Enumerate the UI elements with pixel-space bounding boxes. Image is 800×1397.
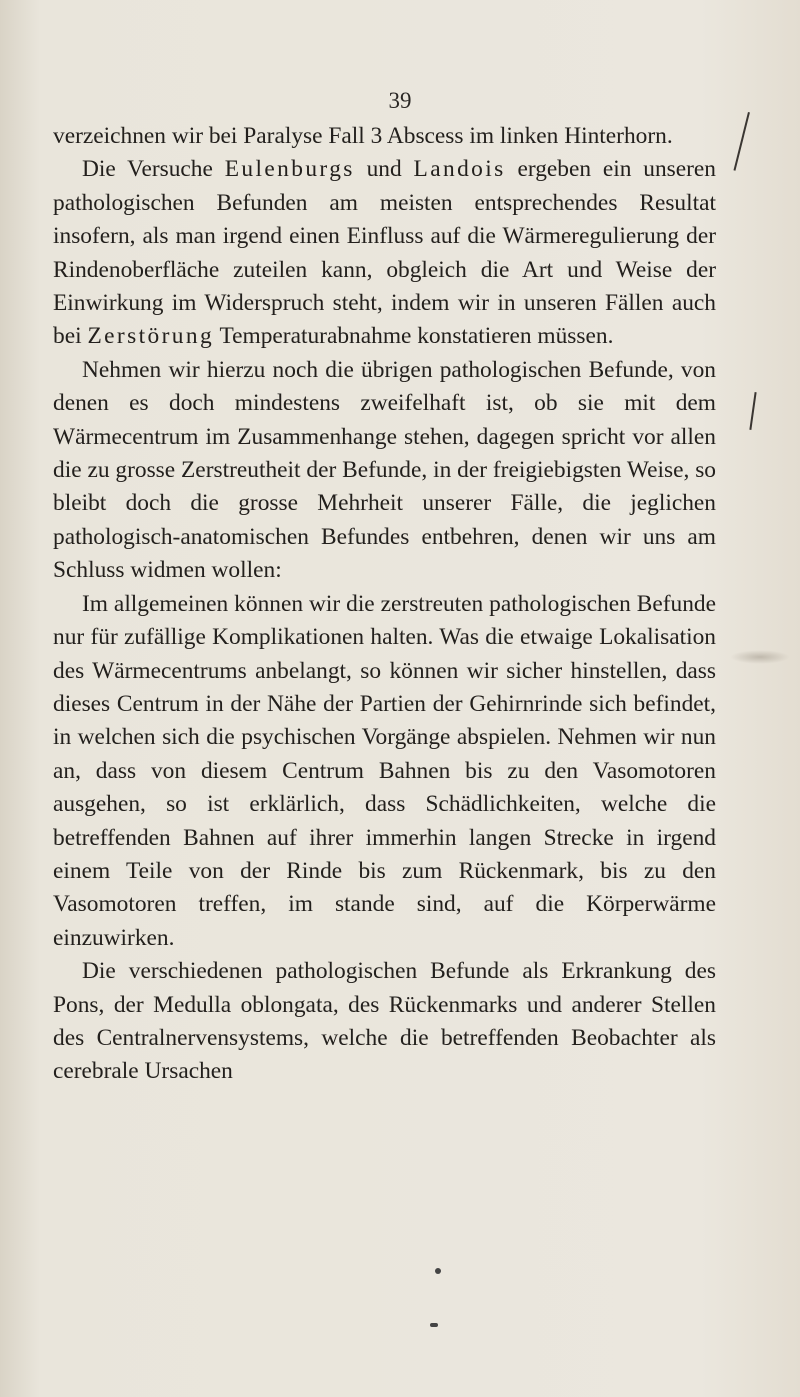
paragraph-5: Die verschiedenen pathologischen Befunde als Erkrankung des Pons, der Medulla oblongata, des Rückenmarks und anderer Stellen des Centralnervensystems, welche die betreffenden Beobachter als cerebrale Ursachen xyxy=(53,958,716,1085)
paragraph-4: Im allgemeinen können wir die zerstreuten pathologischen Befunde nur für zufällige Komplikationen halten. Was die etwaige Lokalisation des Wärmecentrums anbelangt, so können wir sicher hinstellen, dass dieses Centrum in der Nähe der Partien der Gehirnrinde sich befindet, in welchen sich die psychischen Vorgänge abspielen. Nehmen wir nun an, dass von diesem Centrum Bahnen bis zu den Vasomotoren ausgehen, so ist erklärlich, dass Schädlichkeiten, welche die betreffenden Bahnen auf ihrer immerhin langen Strecke in irgend einem Teile von der Rinde bis zum Rückenmark, bis zu den Vasomotoren treffen, im stande sind, auf die Körperwärme einzuwirken. xyxy=(53,590,716,951)
author-name-eulenburg: Eulenburgs xyxy=(224,156,355,183)
margin-pencil-mark xyxy=(733,112,749,171)
paragraph-2-tail: Temperaturabnahme konstatieren müssen. xyxy=(214,323,614,350)
paragraph-3: Nehmen wir hierzu noch die übrigen pathologischen Befunde, von denen es doch mindestens zweifelhaft ist, ob sie mit dem Wärmecentrum im Zusammenhange stehen, dagegen spricht vor allen die zu grosse Zerstreutheit der Befunde, in der freigiebigsten Weise, so bleibt doch die grosse Mehrheit unserer Fälle, die jeglichen pathologisch-anatomischen Befundes entbehren, denen wir uns am Schluss widmen wollen: xyxy=(53,356,716,584)
body-text xyxy=(53,120,716,1089)
paragraph-2 xyxy=(53,153,716,353)
margin-pencil-mark xyxy=(749,392,756,430)
paragraph-1: verzeichnen wir bei Paralyse Fall 3 Abscess im linken Hinterhorn. xyxy=(53,123,673,149)
ink-speck xyxy=(435,1268,441,1274)
paragraph-2-rest: ergeben ein unseren pathologischen Befunden am meisten entsprechendes Resultat insofern, als man irgend einen Einfluss auf die Wärmeregulierung der Rindenoberfläche zuteilen kann, obgleich die Art und Weise der Einwirkung im Widerspruch steht, indem wir in unseren Fällen auch bei xyxy=(53,156,716,350)
page-number: 39 xyxy=(388,88,412,113)
paragraph-2-prefix: Die Versuche xyxy=(82,156,225,183)
author-name-landois: Landois xyxy=(413,156,506,183)
paragraph-2-middle: und xyxy=(354,156,414,183)
ink-speck xyxy=(430,1323,438,1327)
emphasis-zerstoerung: Zerstörung xyxy=(87,323,215,350)
ink-smudge xyxy=(730,650,790,664)
